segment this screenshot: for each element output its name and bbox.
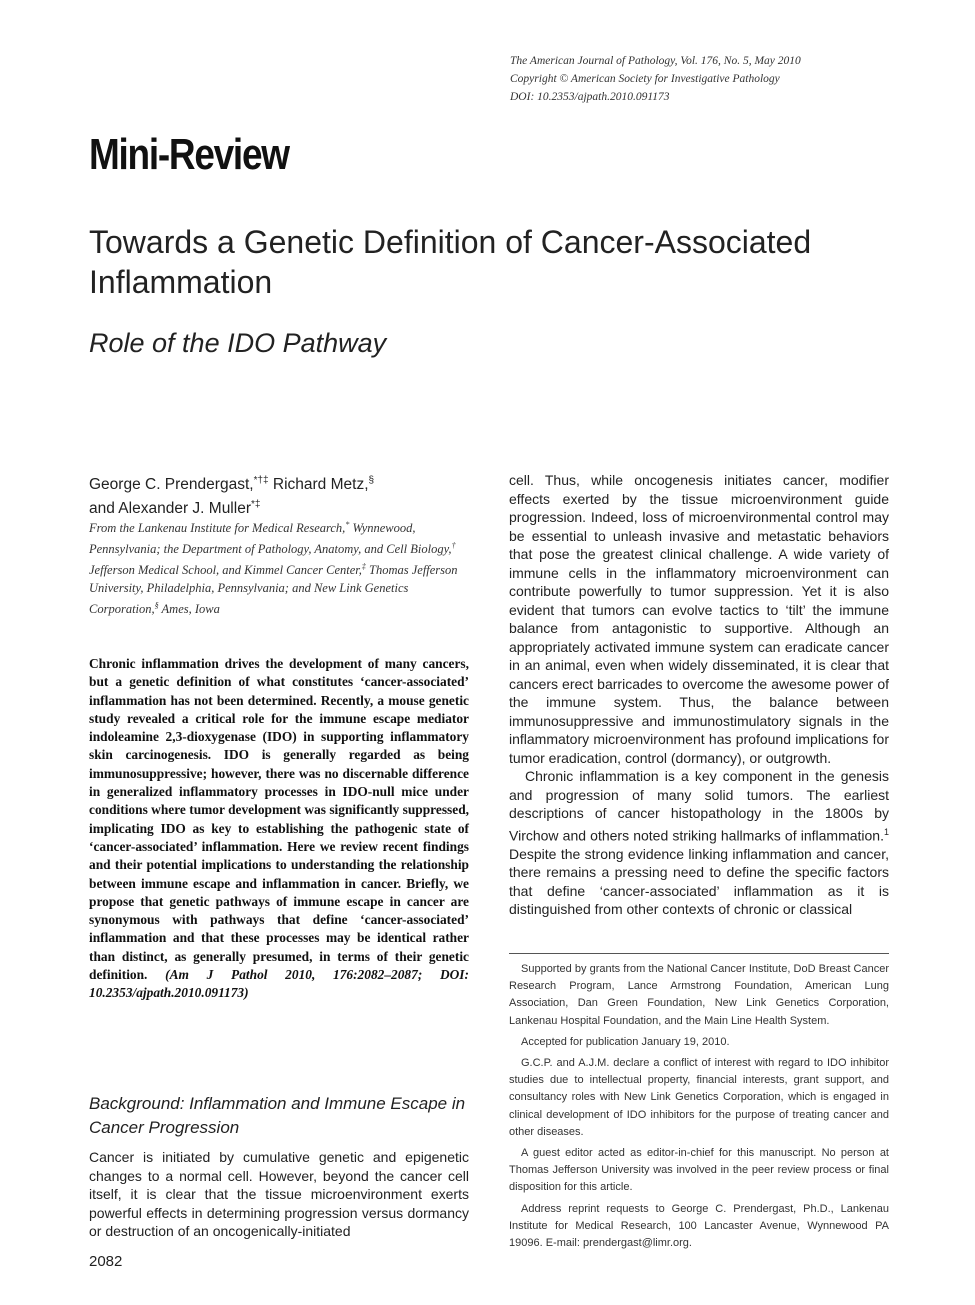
- affiliation-text: Thomas Jefferson University, Philadelphia, Pennsylvania; and New Link Genetics Corporation,: [89, 563, 458, 617]
- footnote-reprint: Address reprint requests to George C. Prendergast, Ph.D., Lankenau Institute for Medical Research, 100 Lancaster Avenue, Wynnewood PA 19096. E-mail: prendergast@limr.org.: [509, 1202, 889, 1250]
- reference-marker: 1: [883, 826, 889, 837]
- footnote-accepted: Accepted for publication January 19, 2010.: [521, 1035, 730, 1048]
- abstract-citation: (Am J Pathol 2010, 176:2082–2087; DOI: 10.2353/ajpath.2010.091173): [89, 967, 469, 1001]
- paragraph-text: Chronic inflammation is a key component in the genesis and progression of many solid tumors. The earliest descriptions of cancer histopathology in the 1800s by Virchow and others noted striking hallmarks of inflammation.: [509, 768, 889, 844]
- affiliations: [89, 516, 469, 619]
- body-paragraph: Cancer is initiated by cumulative genetic and epigenetic changes to a normal cell. However, beyond the cancer cell itself, it is clear that the tissue microenvironment exerts powerful effects in determining progression versus dormancy or destruction of an oncogenically-initiated: [89, 1149, 469, 1239]
- footnotes: [509, 961, 889, 1256]
- footnote-support: Supported by grants from the National Cancer Institute, DoD Breast Cancer Research Program, Lance Armstrong Foundation, American Lung Association, Dan Green Foundation, New Link Genetics Corporation, Lankenau Hospital Foundation, and the Main Line Health System.: [509, 963, 889, 1027]
- affiliation-text: Ames, Iowa: [158, 602, 220, 617]
- affiliation-text: Jefferson Medical School, and Kimmel Cancer Center,: [89, 563, 362, 578]
- doi-line: DOI: 10.2353/ajpath.2010.091173: [510, 91, 670, 103]
- footnote-conflict: G.C.P. and A.J.M. declare a conflict of interest with regard to IDO inhibitor studies due to intellectual property, financial interests, grant support, and consultancy roles with New Link Genetics Corporation, which is engaged in clinical development of IDO inhibitors for the purpose of treating cancer and other diseases.: [509, 1057, 889, 1138]
- affiliation-mark: ‡: [361, 562, 366, 572]
- article-subtitle: Role of the IDO Pathway: [89, 328, 387, 358]
- affiliation-marks: *†‡: [253, 475, 269, 486]
- copyright-notice: Copyright © American Society for Investigative Pathology: [510, 73, 780, 85]
- affiliation-marks: *‡: [250, 499, 261, 511]
- article-title: Towards a Genetic Definition of Cancer-Associated Inflammation: [89, 224, 812, 300]
- author-name: Richard Metz,: [268, 476, 369, 494]
- body-paragraph: cell. Thus, while oncogenesis initiates cancer, modifier effects exerted by the tissue microenvironment guide progression. Indeed, loss of microenvironmental control may be essential to unleash invasive and metastatic behaviors that pose the greatest clinical challenge. A wide variety of immune cells in the inflammatory microenvironment can contribute powerfully to tumor suppression. Yet it is also evident that tumors can evolve tactics to ‘tilt’ the immune balance from antagonistic to supportive. Although an appropriately activated immune system can eradicate cancer in an animal, even when widely disseminated, it is clear that cancers erect barricades to overcome the awesome power of the immune system. Thus, the balance between immunosuppressive and immunostimulatory signals in the inflammatory microenvironment has profound implications for tumor eradication, control (dormancy), or outgrowth.: [509, 472, 889, 766]
- page-number: 2082: [89, 1253, 123, 1270]
- author-name: and Alexander J. Muller: [89, 500, 251, 518]
- affiliation-mark: §: [154, 601, 159, 611]
- author-name: George C. Prendergast,: [89, 476, 254, 494]
- affiliation-mark: *: [345, 520, 350, 529]
- affiliation-text: From the Lankenau Institute for Medical Research,: [89, 521, 346, 536]
- author-list: [89, 471, 479, 519]
- section-heading-background: Background: Inflammation and Immune Escape in Cancer Progression: [89, 1094, 466, 1137]
- section-label: Mini-Review: [89, 130, 289, 179]
- footnote-editor: A guest editor acted as editor-in-chief for this manuscript. No person at Thomas Jefferson University was involved in the peer review process or final disposition for this article.: [509, 1147, 889, 1194]
- right-column-body: [509, 471, 889, 919]
- paragraph-text: Despite the strong evidence linking inflammation and cancer, there remains a pressing need to define the specific factors that define ‘cancer-associated’ inflammation as it is distinguished from other contexts of chronic or classical: [509, 845, 889, 918]
- body-paragraph: [509, 767, 889, 919]
- affiliation-text: Wynnewood, Pennsylvania; the Department of Pathology, Anatomy, and Cell Biology,: [89, 521, 452, 557]
- abstract: [89, 655, 469, 1003]
- journal-citation: The American Journal of Pathology, Vol. 176, No. 5, May 2010: [510, 55, 801, 67]
- journal-header: [510, 52, 950, 106]
- footnote-divider: [509, 953, 889, 954]
- affiliation-mark: †: [451, 541, 456, 551]
- affiliation-marks: §: [368, 475, 375, 486]
- abstract-text: Chronic inflammation drives the development of many cancers, but a genetic definition of what constitutes ‘cancer-associated’ inflammation has not been determined. Recently, a mouse genetic study revealed a critical role for the immune escape mediator indoleamine 2,3-dioxygenase (IDO) in supporting inflammatory skin carcinogenesis. IDO is generally regarded as being immunosuppressive; however, there was no discernable difference in generalized inflammatory processes in IDO-null mice under conditions where tumor development was significantly suppressed, implicating IDO as key to establishing the pathogenic state of ‘cancer-associated’ inflammation. Here we review recent findings and their potential implications to understanding the relationship between immune escape and inflammation in cancer. Briefly, we propose that genetic pathways of immune escape in cancer are synonymous with pathways that define ‘cancer-associated’ inflammation and that these processes may be identical rather than distinct, as generally presumed, in terms of their genetic definition.: [89, 656, 469, 983]
